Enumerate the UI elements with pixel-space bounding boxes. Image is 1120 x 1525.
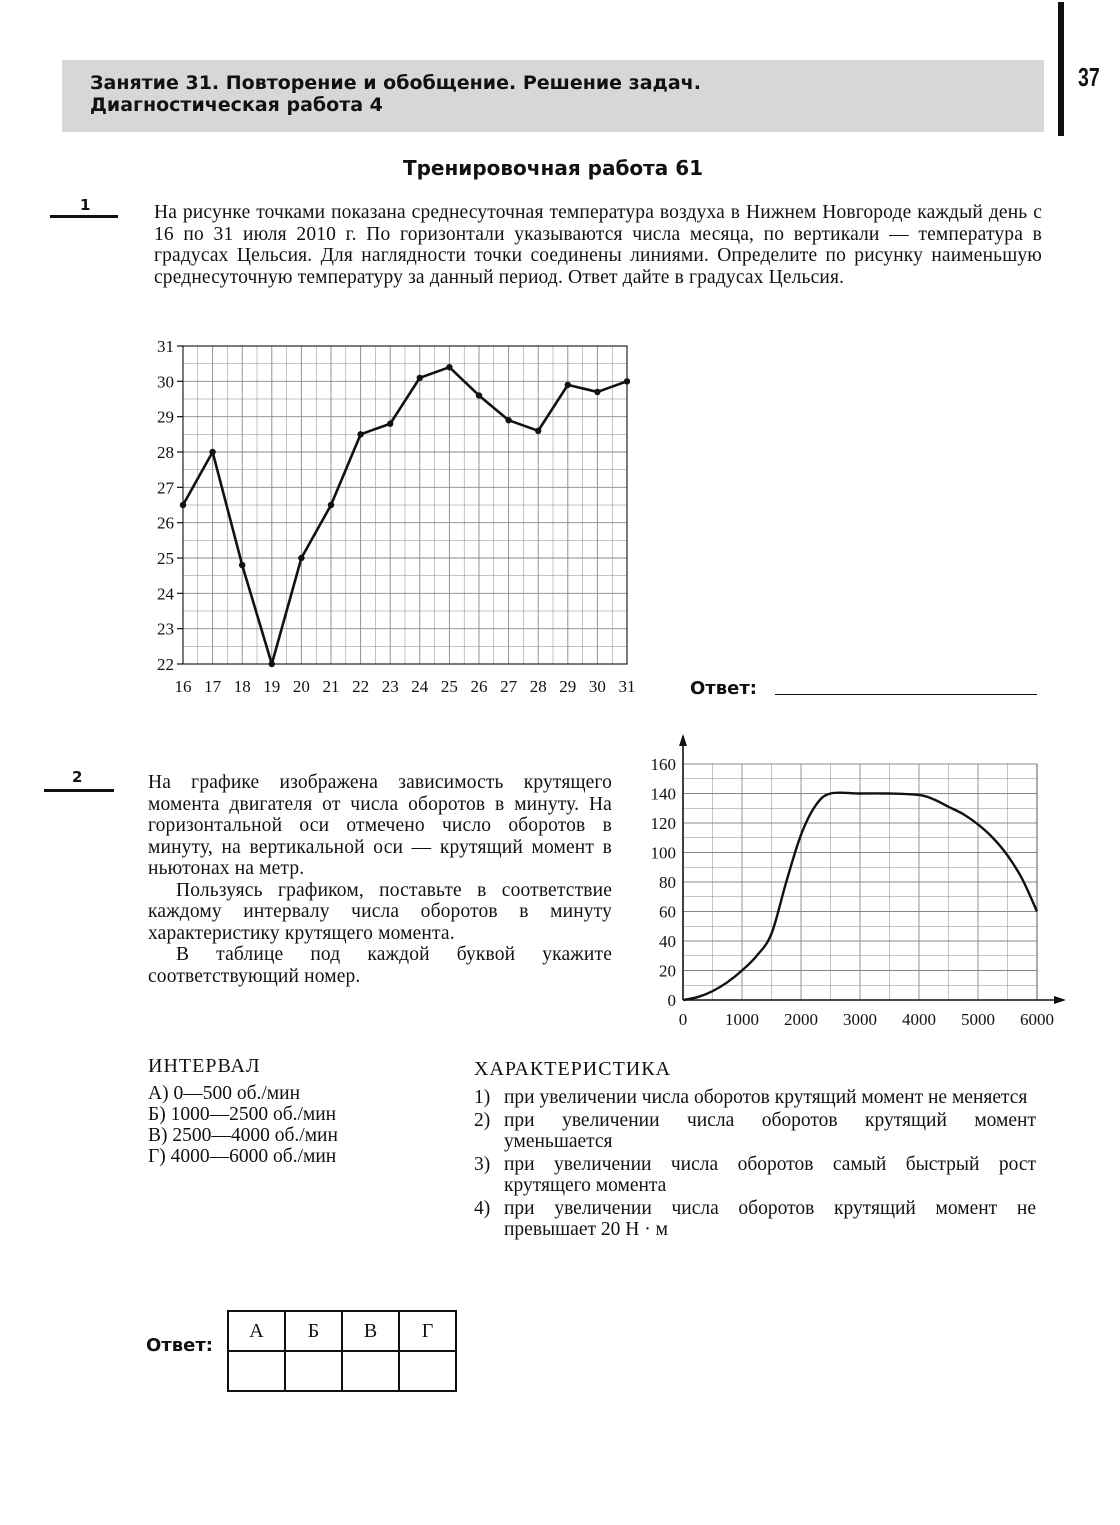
x-tick-label: 20 [292, 677, 310, 696]
characteristic-text: при увеличении числа оборотов крутящий момент не превышает 20 Н · м [504, 1198, 1036, 1240]
lesson-title: Занятие 31. Повторение и обобщение. Решение задач. [90, 72, 701, 94]
data-point [387, 421, 393, 427]
data-point [209, 449, 215, 455]
data-point [298, 555, 304, 561]
answer-table-cell[interactable] [228, 1351, 285, 1391]
y-tick-label: 30 [157, 372, 174, 392]
task-1-answer-label: Ответ: [690, 678, 757, 699]
task-1-number: 1 [80, 196, 91, 214]
y-tick-label: 22 [157, 655, 174, 674]
characteristic-item [474, 1087, 1036, 1108]
interval-item: Г) 4000—6000 об./мин [148, 1146, 337, 1167]
x-tick-label: 24 [411, 677, 429, 696]
y-tick-label: 20 [659, 961, 676, 981]
x-axis-arrow [1054, 996, 1066, 1004]
task-2-marker-line [44, 789, 114, 792]
y-tick-label: 29 [157, 407, 174, 427]
y-tick-label: 80 [659, 873, 676, 892]
answer-table-cell[interactable] [342, 1351, 399, 1391]
task-1-answer-line[interactable] [775, 694, 1037, 695]
x-tick-label: 28 [529, 677, 547, 696]
x-tick-label: 16 [174, 677, 192, 696]
x-tick-label: 0 [678, 1010, 688, 1029]
interval-item: А) 0—500 об./мин [148, 1083, 301, 1104]
characteristic-text: при увеличении числа оборотов крутящий момент не меняется [504, 1087, 1028, 1108]
data-point [269, 661, 275, 667]
task-2-answer-label: Ответ: [146, 1335, 213, 1356]
x-tick-label: 4000 [902, 1010, 936, 1029]
data-point [446, 364, 452, 370]
x-tick-label: 23 [381, 677, 399, 696]
task-2-text [148, 772, 612, 987]
x-tick-label: 3000 [843, 1010, 877, 1029]
lesson-heading [90, 72, 701, 116]
interval-list [148, 1083, 338, 1167]
data-point [535, 428, 541, 434]
temperature-chart [140, 330, 650, 700]
y-tick-label: 28 [157, 443, 174, 462]
y-tick-label: 100 [650, 843, 676, 863]
y-tick-label: 140 [650, 784, 676, 804]
y-axis-arrow [679, 734, 687, 746]
page-edge-bar [1058, 2, 1064, 136]
x-tick-label: 25 [440, 677, 458, 696]
x-tick-label: 26 [470, 677, 488, 696]
x-tick-label: 19 [263, 677, 281, 696]
y-tick-label: 25 [157, 549, 174, 568]
task-1-marker-line [50, 215, 118, 218]
interval-title: ИНТЕРВАЛ [148, 1055, 261, 1077]
task-2-para-3: В таблице под каждой буквой укажите соответствующий номер. [148, 944, 612, 987]
x-tick-label: 29 [559, 677, 577, 696]
work-title: Тренировочная работа 61 [402, 156, 704, 180]
characteristic-item [474, 1110, 1036, 1152]
answer-table-header: А [228, 1311, 285, 1351]
task-2-number: 2 [72, 768, 83, 786]
characteristic-number: 2) [474, 1110, 491, 1131]
data-point [239, 562, 245, 568]
page-number: 37 [1078, 62, 1100, 92]
characteristic-number: 3) [474, 1154, 491, 1175]
y-tick-label: 27 [157, 478, 174, 498]
answer-table [227, 1310, 457, 1392]
x-tick-label: 27 [500, 677, 518, 696]
x-tick-label: 21 [322, 677, 340, 696]
data-point [594, 389, 600, 395]
y-tick-label: 0 [667, 991, 676, 1010]
y-tick-label: 60 [659, 902, 676, 922]
torque-chart [620, 730, 1070, 1040]
data-point [328, 502, 334, 508]
answer-table-cell[interactable] [399, 1351, 456, 1391]
data-point [417, 375, 423, 381]
x-tick-label: 2000 [784, 1010, 818, 1029]
x-tick-label: 22 [352, 677, 370, 696]
task-2-para-1: На графике изображена зависимость крутящего момента двигателя от числа оборотов в минуту. На горизонтальной оси отмечено число оборотов в минуту, на вертикальной оси — крутящий момент в ньютонах на метр. [148, 772, 612, 879]
answer-table-header: Г [399, 1311, 456, 1351]
y-tick-label: 24 [157, 584, 174, 604]
characteristic-number: 1) [474, 1087, 491, 1108]
interval-item: В) 2500—4000 об./мин [148, 1125, 338, 1146]
data-point [180, 502, 186, 508]
characteristic-text: при увеличении числа оборотов самый быстрый рост крутящего момента [504, 1154, 1036, 1196]
answer-table-header: В [342, 1311, 399, 1351]
y-tick-label: 31 [157, 337, 174, 356]
characteristic-text: при увеличении числа оборотов крутящий момент уменьшается [504, 1110, 1036, 1152]
x-tick-label: 17 [204, 677, 222, 696]
characteristic-number: 4) [474, 1198, 491, 1219]
data-point [565, 382, 571, 388]
lesson-subtitle: Диагностическая работа 4 [90, 94, 383, 116]
data-point [476, 392, 482, 398]
x-tick-label: 6000 [1020, 1010, 1054, 1029]
characteristic-item [474, 1154, 1036, 1196]
x-tick-label: 30 [588, 677, 606, 696]
characteristic-list [474, 1087, 1036, 1242]
task-2-para-2: Пользуясь графиком, поставьте в соответствие каждому интервалу числа оборотов в минуту характеристику крутящего момента. [148, 879, 612, 944]
data-point [357, 431, 363, 437]
x-tick-label: 31 [618, 677, 636, 696]
characteristic-title: ХАРАКТЕРИСТИКА [474, 1058, 672, 1080]
data-point [505, 417, 511, 423]
x-tick-label: 18 [233, 677, 251, 696]
characteristic-item [474, 1198, 1036, 1240]
y-tick-label: 26 [157, 513, 174, 533]
answer-table-cell[interactable] [285, 1351, 342, 1391]
x-tick-label: 5000 [961, 1010, 995, 1029]
task-1-text: На рисунке точками показана среднесуточная температура воздуха в Нижнем Новгороде каждый день с 16 по 31 июля 2010 г. По горизонтали указываются числа месяца, по вертикали — температура в градусах Цельсия. Для наглядности точки соединены линиями. Определите по рисунку наименьшую среднесуточную температуру за данный период. Ответ дайте в градусах Цельсия. [154, 202, 1042, 288]
data-point [624, 378, 630, 384]
y-tick-label: 160 [650, 755, 676, 774]
answer-table-header: Б [285, 1311, 342, 1351]
x-tick-label: 1000 [725, 1010, 759, 1029]
y-tick-label: 120 [650, 814, 676, 833]
interval-item: Б) 1000—2500 об./мин [148, 1104, 337, 1125]
y-tick-label: 23 [157, 619, 174, 639]
y-tick-label: 40 [659, 932, 676, 951]
